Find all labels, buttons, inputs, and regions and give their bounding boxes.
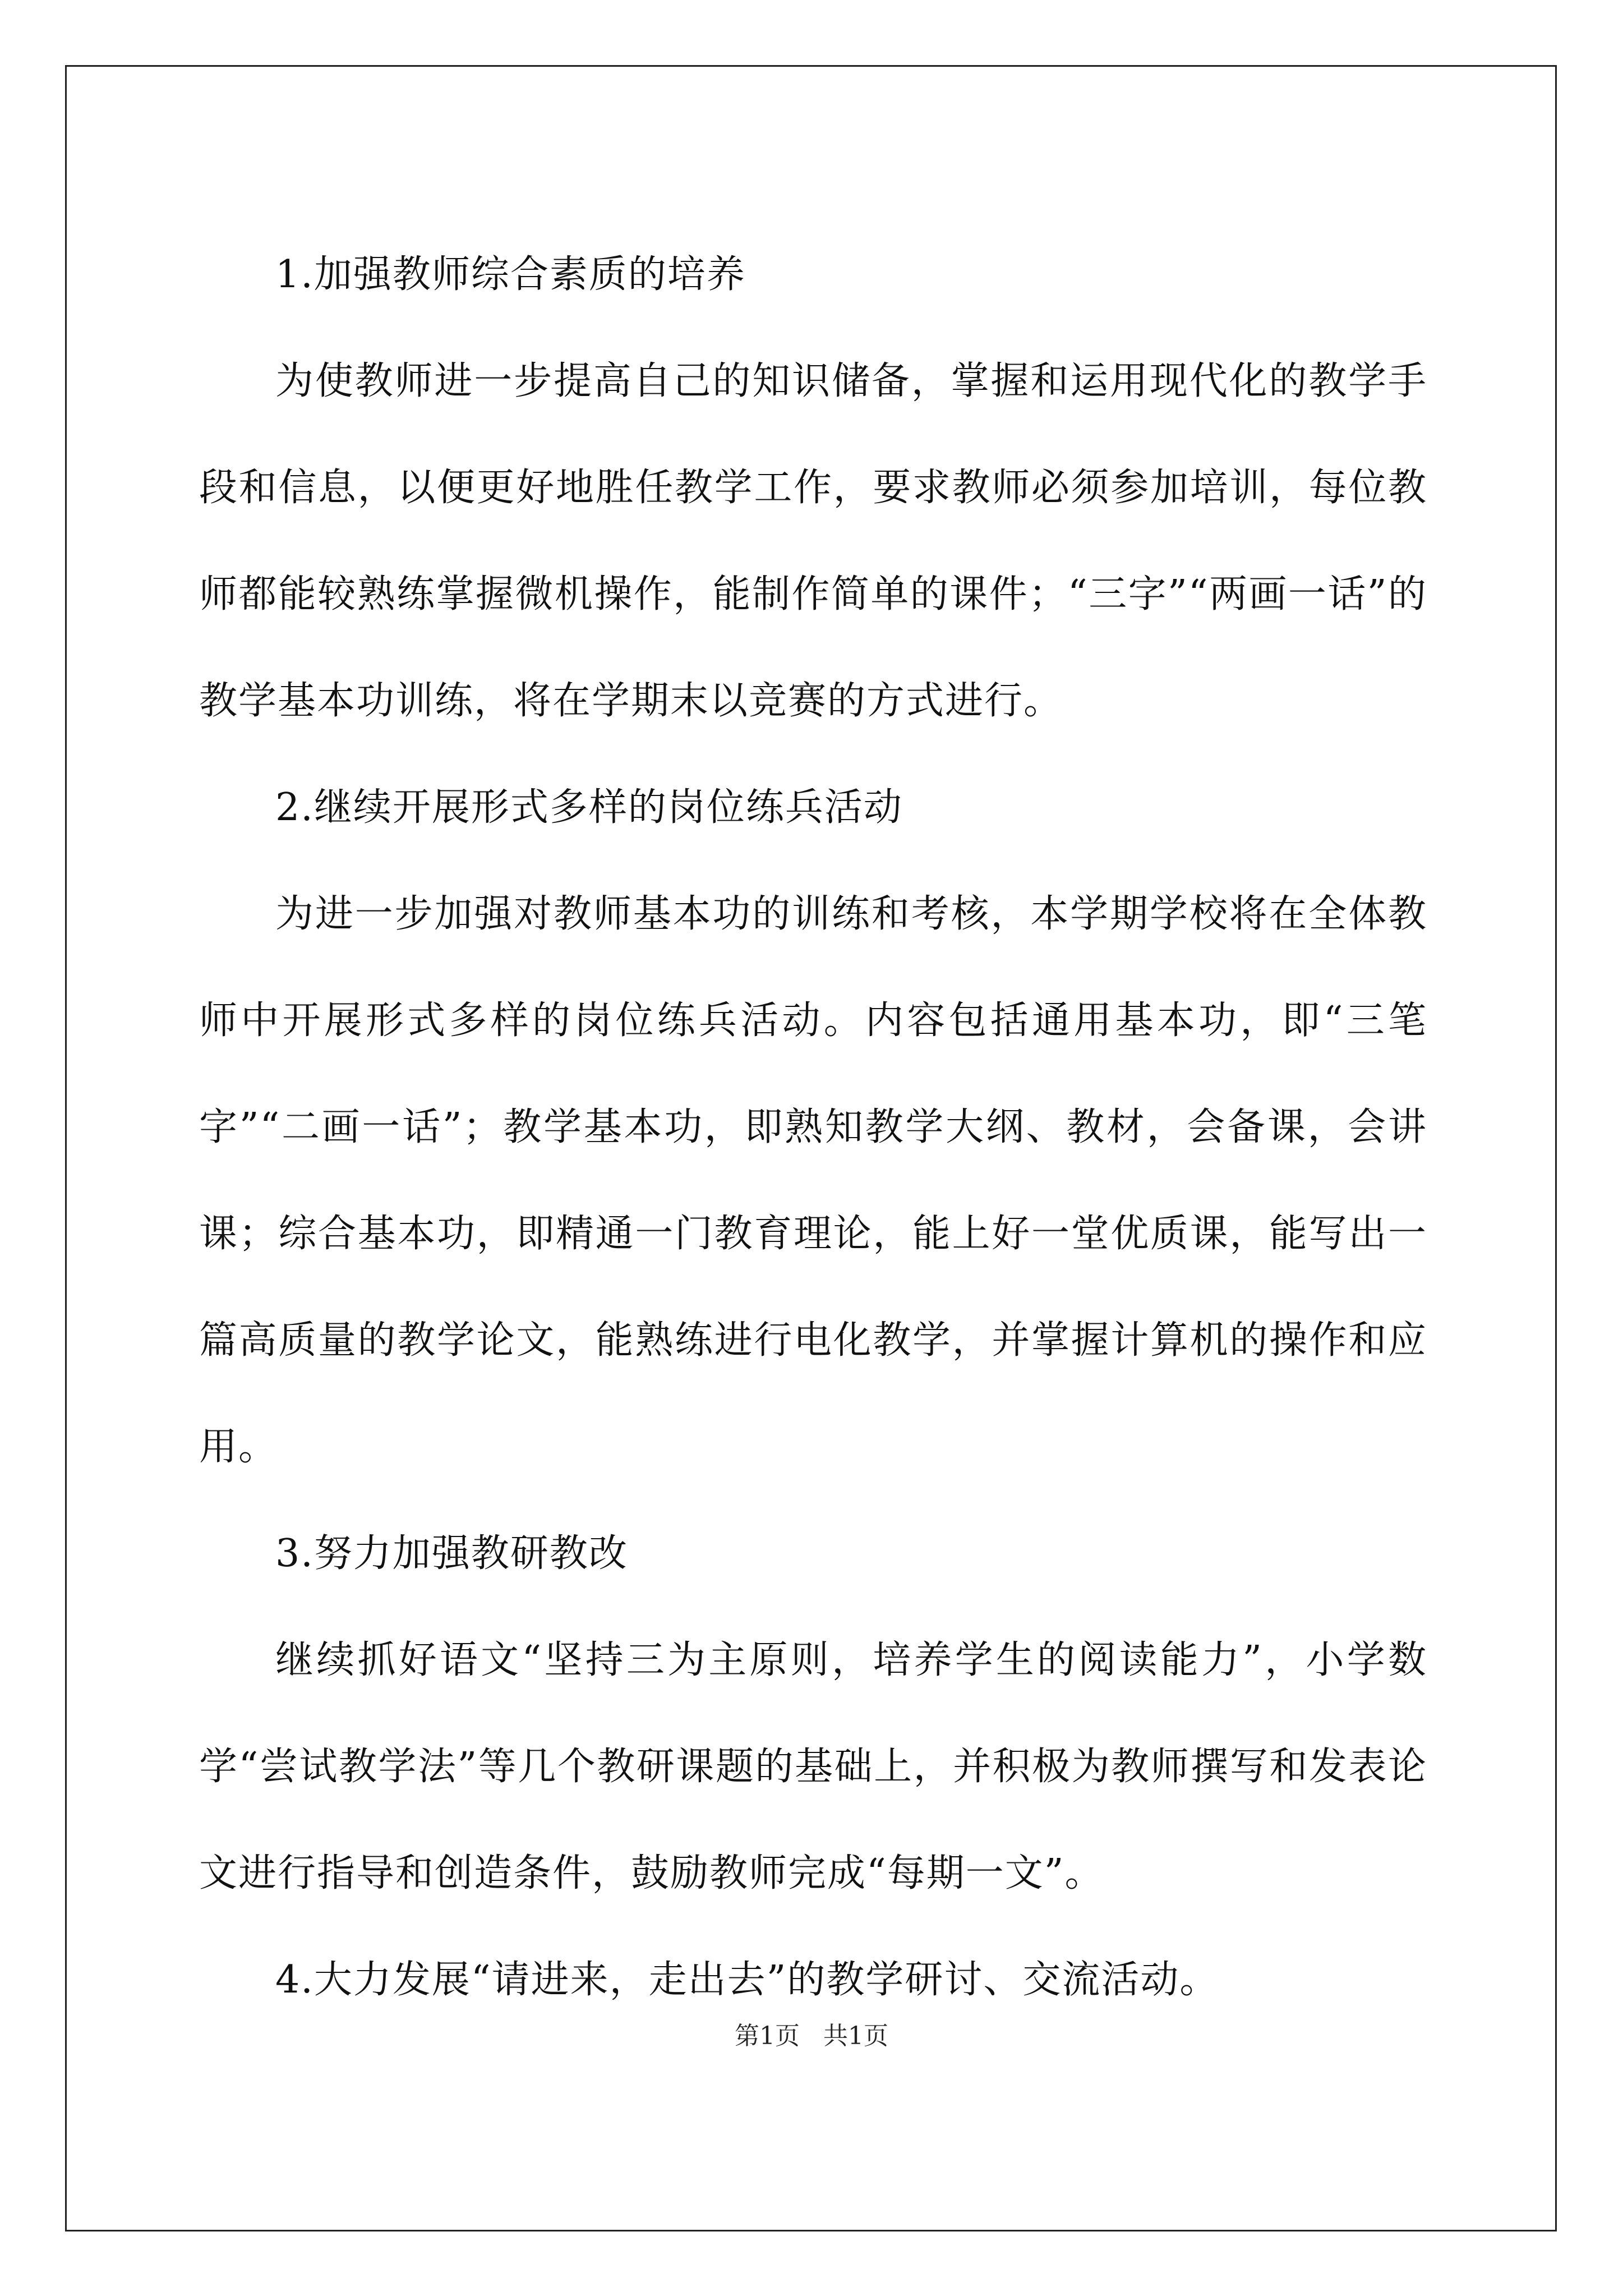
heading-3: 3.努力加强教研教改: [275, 1531, 628, 1576]
paragraph-1: 为使教师进一步提高自己的知识储备，掌握和运用现代化的教学手段和信息，以便更好地胜任教学工作，要求教师必须参加培训，每位教师都能较熟练掌握微机操作，能制作简单的课件；“三字”“两画一话”的教学基本功训练，将在学期末以竞赛的方式进行。: [199, 359, 1427, 723]
heading-2: 2.继续开展形式多样的岗位练兵活动: [275, 785, 903, 830]
page-footer: [0, 2019, 1623, 2053]
document-body: [199, 222, 1427, 2033]
page-total: 共1页: [823, 2022, 888, 2050]
paragraph-2: 为进一步加强对教师基本功的训练和考核，本学期学校将在全体教师中开展形式多样的岗位练兵活动。内容包括通用基本功，即“三笔字”“二画一话”；教学基本功，即熟知教学大纲、教材，会备课，会讲课；综合基本功，即精通一门教育理论，能上好一堂优质课，能写出一篇高质量的教学论文，能熟练进行电化教学，并掌握计算机的操作和应用。: [199, 892, 1427, 1469]
page-number: 第1页: [735, 2022, 800, 2050]
paragraph-3: 继续抓好语文“坚持三为主原则，培养学生的阅读能力”，小学数学“尝试教学法”等几个教研课题的基础上，并积极为教师撰写和发表论文进行指导和创造条件，鼓励教师完成“每期一文”。: [199, 1638, 1427, 1895]
heading-1: 1.加强教师综合素质的培养: [275, 252, 746, 297]
heading-4: 4.大力发展“请进来，走出去”的教学研讨、交流活动。: [275, 1958, 1219, 2002]
